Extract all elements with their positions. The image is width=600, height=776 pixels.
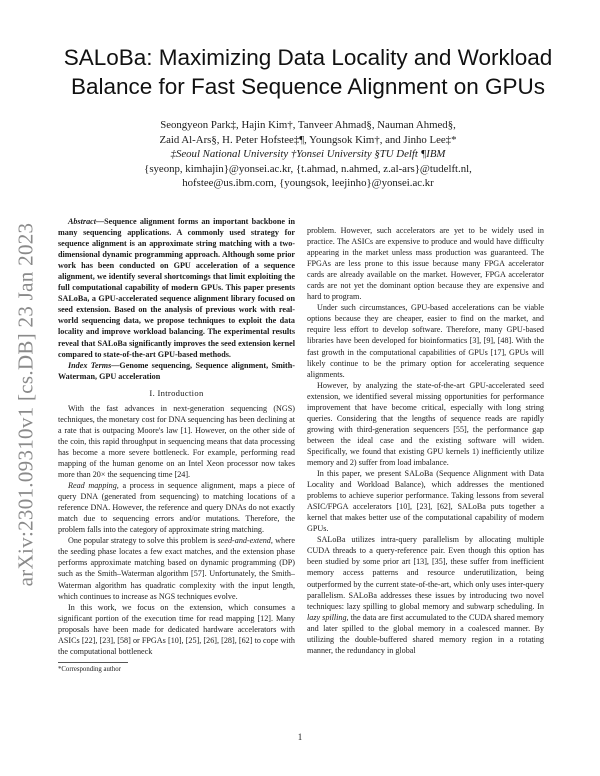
right-paragraph-3: However, by analyzing the state-of-the-art GPU-accelerated seed extension, we identified several missing opportunities for performance improvement that have become critical, especially with long string queries. Considering that the lengths of sequence reads are rapidly growing with third-generation sequencers [55], the performance gap between the ideal case and the existing software will widen. Specifically, we found that existing GPU kernels 1) inefficiently utilize memory and 2) suffer from load imbalance. [307, 380, 544, 467]
arxiv-identifier-text: arXiv:2301.09310v1 [cs.DB] 23 Jan 2023 [13, 222, 38, 586]
right-paragraph-1: problem. However, such accelerators are yet to be widely used in practice. The ASICs are expensive to produce and would have difficulty appearing in the market unless mass production was guaranteed. The FPGAs are less prone to this issue because many FPGA accelerator cards are already available on the market. However, FPGA accelerator cards are not yet the dominant option because they are expensive and hard to program. [307, 226, 544, 302]
right-column [307, 225, 544, 656]
abstract-label: Abstract [68, 217, 96, 226]
intro-paragraph-3 [58, 535, 295, 601]
footnote-corresponding-author: *Corresponding author [58, 665, 121, 673]
left-column [58, 216, 295, 674]
intro-paragraph-3-a: One popular strategy to solve this problem is [68, 536, 218, 546]
email-line-2: hofstee@us.ibm.com, {youngsok, leejinho}@yonsei.ac.kr [182, 177, 434, 189]
abstract [58, 216, 295, 360]
abstract-text: —Sequence alignment forms an important backbone in many sequencing applications. A commonly used strategy for sequence alignment is an approximate string matching with a two-dimensional dynamic programming approach. Although some prior work has been conducted on GPU acceleration of a sequence alignment, we identify several shortcomings that limit exploiting the full computational capability of modern GPUs. This paper presents SALoBa, a GPU-accelerated sequence alignment library focused on seed extension. Based on the analysis of previous work with real-world sequencing data, we propose techniques to exploit the data locality and improve workload balancing. The experimental results reveal that SALoBa significantly improves the seed extension kernel compared to state-of-the-art GPU-based methods. [58, 217, 295, 359]
affiliations: ‡Seoul National University †Yonsei University §TU Delft ¶IBM [170, 148, 446, 160]
seed-and-extend-term: seed-and-extend [217, 536, 271, 546]
right-paragraph-2: Under such circumstances, GPU-based accelerations can be viable options because they are cheaper, easier to find on the market, and require less effort to develop software. Therefore, many GPU-based libraries have been developed for bioinformatics [3], [9], [48]. With the fast growth in the computational capabilities of GPUs [17], GPUs will likely continue to be the primary option for accelerating sequence alignments. [307, 303, 544, 379]
intro-paragraph-3-b: , where the seeding phase locates a few exact matches, and the extension phase performs approximate matching based on dynamic programming (DP) such as the Smith–Waterman algorithm [57]. Unfortunately, the Smith–Waterman algorithm has quadratic complexity with the input length, which continues to increase as NGS techniques evolve. [58, 536, 295, 601]
intro-paragraph-2 [58, 480, 295, 535]
email-line-1: {syeonp, kimhajin}@yonsei.ac.kr, {t.ahmad, n.ahmed, z.al-ars}@tudelft.nl, [144, 162, 472, 175]
author-line-1: Seongyeon Park‡, Hajin Kim†, Tanveer Ahmad§, Nauman Ahmed§, [160, 119, 456, 131]
read-mapping-term: Read mapping [68, 481, 117, 491]
author-line-2: Zaid Al-Ars§, H. Peter Hofstee‡¶, Youngsok Kim†, and Jinho Lee‡* [159, 133, 457, 146]
paper-title: SALoBa: Maximizing Data Locality and Workload Balance for Fast Sequence Alignment on GPUs [63, 45, 553, 99]
section-heading-introduction: I. Introduction [149, 387, 204, 398]
right-paragraph-5-a: SALoBa utilizes intra-query parallelism by allocating multiple CUDA threads to a query-reference pair. Even though this option has been studied by some prior art [13], [35], these suffer from inefficient memory access patterns and resource underutilization, being outperformed by the current state-of-the-art, which only uses inter-query parallelism. SALoBa addresses these issues by introducing two novel techniques: lazy spilling to global memory and subwarp scheduling. In [307, 535, 544, 611]
footnote-divider [58, 662, 128, 663]
index-terms-label: Index Terms [68, 360, 112, 370]
arxiv-identifier [14, 184, 38, 624]
right-paragraph-4: In this paper, we present SALoBa (Sequence Alignment with Data Locality and Workload Balance), which addresses the mentioned problems to achieve superior performance. Taking lessons from several ASIC/FPGA accelerators [10], [23], [62], SALoBa puts together a kernel that makes better use of the computational capability of modern GPUs. [307, 469, 544, 534]
lazy-spilling-term: lazy spilling [307, 612, 347, 622]
right-paragraph-5-b: , the data are first accumulated to the CUDA shared memory and later spilled to the global memory in a coalesced manner. By utilizing the double-buffered shared memory region in a rotating manner, the redundancy in global [307, 612, 544, 655]
intro-paragraph-4: In this work, we focus on the extension, which consumes a significant portion of the execution time for read mapping [12]. Many proposals have been made for dedicated hardware accelerators with ASICs [22], [23], [58] or FPGAs [10], [25], [26], [28], [62] to cope with the computational bottleneck [58, 602, 295, 656]
right-paragraph-5 [307, 534, 544, 656]
intro-paragraph-2-text: , a process in sequence alignment, maps a piece of query DNA (generated from sequencing) to matching locations of a reference DNA. However, the reference and query DNAs do not exactly match due to sequencing errors and/or mutations. Therefore, the problem falls into the category of approximate string matching. [58, 481, 295, 535]
page-number: 1 [297, 732, 303, 742]
index-terms-text: —Genome sequencing, Sequence alignment, Smith-Waterman, GPU acceleration [58, 360, 295, 381]
author-block [52, 118, 564, 191]
intro-paragraph-1: With the fast advances in next-generation sequencing (NGS) techniques, the monetary cost for DNA sequencing has been declining at a rate that is outpacing Moore's law [1]. However, on the other side of the coin, this rapid throughput in sequencing means that data processing has become a more severe bottleneck. For example, performing read mapping of the human genome on an Intel Xeon processor now takes more than 20× the sequencing time [24]. [58, 403, 295, 480]
index-terms [58, 360, 295, 382]
